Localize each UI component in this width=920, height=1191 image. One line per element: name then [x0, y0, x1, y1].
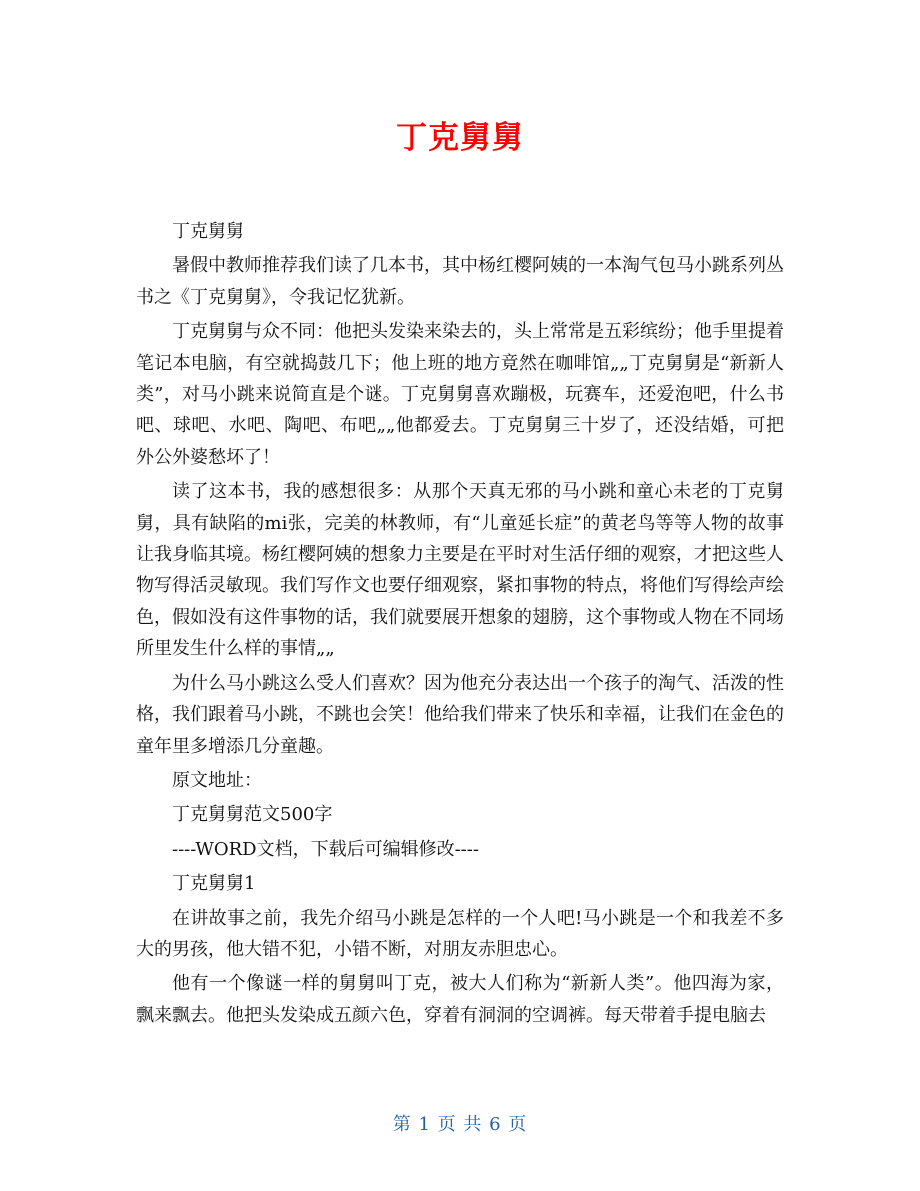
paragraph: 丁克舅舅: [172, 221, 244, 242]
paragraph: ----WORD文档，下载后可编辑修改----: [172, 838, 479, 860]
paragraph: 为什么马小跳这么受人们喜欢？因为他充分表达出一个孩子的淘气、活泼的性格，我们跟着马小跳，不跳也会笑！他给我们带来了快乐和幸福，让我们在金色的童年里多增添几分童趣。: [136, 672, 784, 757]
paragraph: 丁克舅舅范文500字: [172, 804, 333, 826]
paragraph: 在讲故事之前，我先介绍马小跳是怎样的一个人吧!马小跳是一个和我差不多大的男孩，他大错不犯，小错不断，对朋友赤胆忠心。: [136, 907, 784, 960]
document-title: 丁克舅舅: [396, 120, 524, 156]
paragraph: 丁克舅舅与众不同：他把头发染来染去的，头上常常是五彩缤纷；他手里提着笔记本电脑，有空就捣鼓几下；他上班的地方竟然在咖啡馆„„丁克舅舅是“新新人类”，对马小跳来说简直是个谜。丁克舅舅喜欢蹦极，玩赛车，还爱泡吧，什么书吧、球吧、水吧、陶吧、布吧„„他都爱去。丁克舅舅三十岁了，还没结婚，可把外公外婆愁坏了！: [136, 321, 784, 468]
document-body: [136, 216, 784, 1034]
paragraph: 读了这本书，我的感想很多：从那个天真无邪的马小跳和童心未老的丁克舅舅，具有缺陷的mi张，完美的林教师，有“儿童延长症”的黄老鸟等等人物的故事让我身临其境。杨红樱阿姨的想象力主要是在平时对生活仔细的观察，才把这些人物写得活灵敏现。我们写作文也要仔细观察，紧扣事物的特点，将他们写得绘声绘色，假如没有这件事物的话，我们就要展开想象的翅膀，这个事物或人物在不同场所里发生什么样的事情„„: [136, 481, 784, 660]
paragraph: 暑假中教师推荐我们读了几本书，其中杨红樱阿姨的一本淘气包马小跳系列丛书之《丁克舅舅》，令我记忆犹新。: [136, 255, 784, 308]
paragraph: 他有一个像谜一样的舅舅叫丁克，被大人们称为“新新人类”。他四海为家，飘来飘去。他把头发染成五颜六色，穿着有洞洞的空调裤。每天带着手提电脑去: [136, 973, 784, 1026]
paragraph: 丁克舅舅1: [172, 873, 256, 895]
paragraph: 原文地址：: [172, 769, 262, 791]
page-number-footer: 第 1 页 共 6 页: [392, 1114, 528, 1135]
